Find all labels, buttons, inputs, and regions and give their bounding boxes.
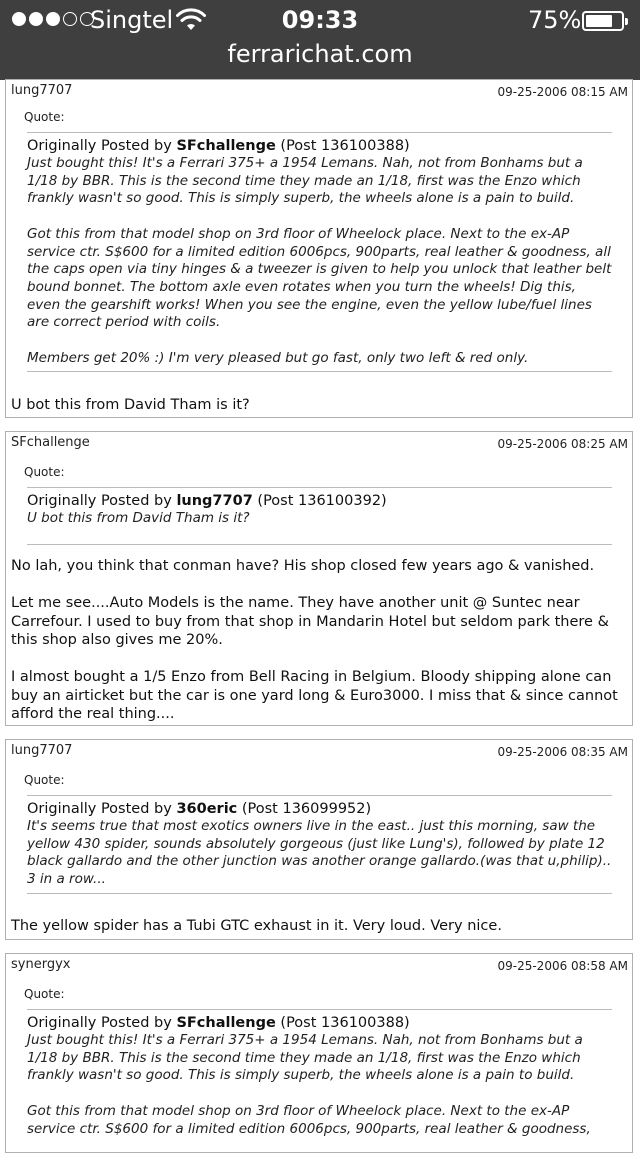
quote-box — [27, 795, 612, 894]
quote-box — [27, 132, 612, 372]
carrier-name: Singtel — [90, 6, 174, 34]
post-date: 09-25-2006 08:35 AM — [497, 745, 628, 759]
quote-post-link[interactable]: (Post 136099952) — [241, 801, 372, 817]
post — [5, 953, 633, 1153]
status-bar — [0, 0, 640, 80]
quote-post-link[interactable]: (Post 136100388) — [280, 138, 410, 154]
post-author[interactable]: lung7707 — [11, 83, 73, 98]
post-body: No lah, you think that conman have? His shop closed few years ago & vanished. Let me see....Auto Models is the name. They have another unit @ Suntec near Carrefour. I used to buy from that shop in Mandarin Hotel but seldom park there & this shop also gives me 20%. I almost bought a 1/5 Enzo from Bell Racing in Belgium. Bloody shipping alone can buy an airticket but the car is one yard long & Euro3000. I miss that & since cannot afford the real thing.... — [11, 558, 618, 722]
post-author[interactable]: SFchallenge — [11, 435, 90, 450]
quote-text: Just bought this! It's a Ferrari 375+ a 1954 Lemans. Nah, not from Bonhams but a 1/18 by BBR. This is the second time they made an 1/18, first was the Enzo which frankly wasn't so good. This is simply superb, the wheels alone is a pain to build. Got this from that model shop on 3rd floor of Wheelock place. Next to the ex-AP service ctr. S$600 for a limited edition 6006pcs, 900parts, real leather & goodness, — [27, 1032, 591, 1137]
battery-percentage: 75% — [528, 6, 582, 34]
quote-label: Quote: — [24, 773, 65, 787]
address-bar[interactable]: ferrarichat.com — [227, 40, 413, 68]
quote-label: Quote: — [24, 987, 65, 1001]
post — [5, 431, 633, 726]
battery-icon — [582, 11, 624, 31]
quote-author-link[interactable]: SFchallenge — [176, 138, 276, 154]
post-date: 09-25-2006 08:25 AM — [497, 437, 628, 451]
quote-text: U bot this from David Tham is it? — [27, 510, 250, 526]
quote-author-link[interactable]: SFchallenge — [176, 1015, 276, 1031]
post-author[interactable]: lung7707 — [11, 743, 73, 758]
quote-attribution: Originally Posted by 360eric (Post 136099952) — [27, 801, 372, 817]
post-author[interactable]: synergyx — [11, 957, 71, 972]
post-date: 09-25-2006 08:15 AM — [497, 85, 628, 99]
post-date: 09-25-2006 08:58 AM — [497, 959, 628, 973]
post-body: U bot this from David Tham is it? — [11, 397, 250, 413]
quote-attribution: Originally Posted by lung7707 (Post 136100392) — [27, 493, 387, 509]
quote-text: Just bought this! It's a Ferrari 375+ a 1954 Lemans. Nah, not from Bonhams but a 1/18 by BBR. This is the second time they made an 1/18, first was the Enzo which frankly wasn't so good. This is simply superb, the wheels alone is a pain to build. Got this from that model shop on 3rd floor of Wheelock place. Next to the ex-AP service ctr. S$600 for a limited edition 6006pcs, 900parts, real leather & goodness, all the caps open via tiny hinges & a tweezer is given to help you unlock that leather belt bound bonnet. The bottom axle even rotates when you turn the wheels! Dig this, even the gearshift works! When you see the engine, even the yellow lube/fuel lines are correct period with coils. Members get 20% :) I'm very pleased but go fast, only two left & red only. — [27, 155, 612, 366]
quote-label: Quote: — [24, 465, 65, 479]
quote-post-link[interactable]: (Post 136100388) — [280, 1015, 410, 1031]
post — [5, 79, 633, 418]
quote-post-link[interactable]: (Post 136100392) — [257, 493, 387, 509]
quote-box — [27, 487, 612, 545]
quote-author-link[interactable]: 360eric — [176, 801, 238, 817]
quote-label: Quote: — [24, 110, 65, 124]
post — [5, 739, 633, 940]
quote-attribution: Originally Posted by SFchallenge (Post 136100388) — [27, 1015, 410, 1031]
quote-attribution: Originally Posted by SFchallenge (Post 136100388) — [27, 138, 410, 154]
quote-box — [27, 1009, 612, 1142]
post-body: The yellow spider has a Tubi GTC exhaust in it. Very loud. Very nice. — [11, 918, 502, 934]
clock: 09:33 — [281, 6, 359, 34]
quote-text: It's seems true that most exotics owners live in the east.. just this morning, saw the yellow 430 spider, sounds absolutely gorgeous (just like Lung's), followed by plate 12 black gallardo and the other junction was another orange gallardo.(was that u,philip).. 3 in a row... — [27, 818, 612, 888]
quote-author-link[interactable]: lung7707 — [176, 493, 253, 509]
